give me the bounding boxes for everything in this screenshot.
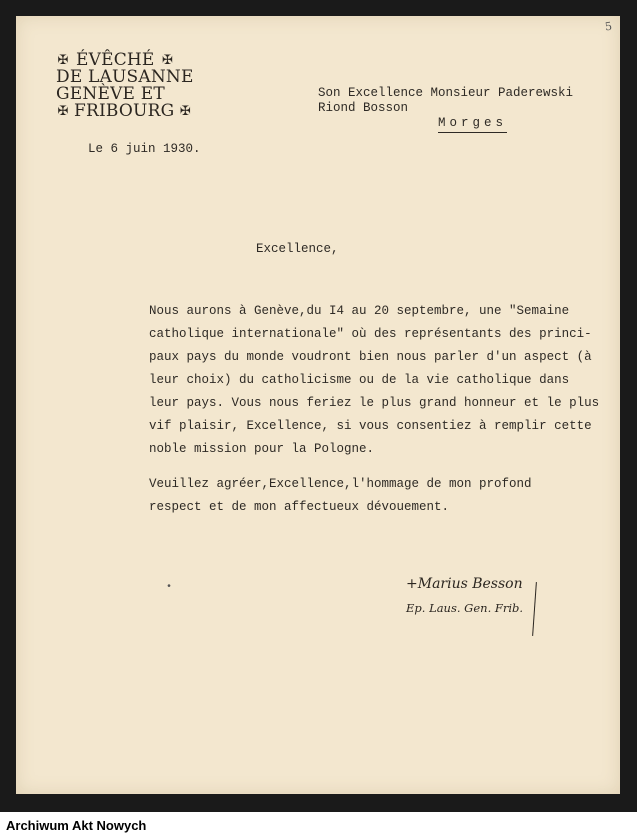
cross-icon: ✠ bbox=[57, 53, 69, 68]
page-number: 5 bbox=[604, 19, 613, 34]
cross-icon: ✠ bbox=[57, 104, 69, 119]
cross-icon: ✠ bbox=[162, 53, 174, 68]
archive-name: Archiwum Akt Nowych bbox=[6, 818, 147, 833]
letterhead-text-2: DE LAUSANNE bbox=[56, 67, 194, 87]
signature-title: Ep. Laus. Gen. Frib. bbox=[406, 601, 524, 615]
letter-body bbox=[149, 300, 609, 519]
cross-icon: ✠ bbox=[179, 104, 191, 119]
letterhead-text-1: ÉVÊCHÉ bbox=[76, 50, 155, 70]
margin-mark: • bbox=[166, 582, 173, 593]
body-paragraph-2: Veuillez agréer,Excellence,l'hommage de mon profond respect et de mon affectueux dévouement. bbox=[149, 477, 532, 514]
letterhead-text-4: FRIBOURG bbox=[74, 101, 175, 121]
archive-footer bbox=[0, 812, 637, 840]
letterhead-text-3: GENÈVE ET bbox=[56, 84, 165, 104]
letter-date: Le 6 juin 1930. bbox=[88, 142, 201, 156]
signature-flourish bbox=[532, 582, 537, 636]
recipient-city: Morges bbox=[438, 116, 507, 133]
letter-page bbox=[16, 16, 620, 794]
body-paragraph-1: Nous aurons à Genève,du I4 au 20 septembre, une "Semaine catholique internationale" où des représentants des princi- paux pays du monde voudront bien nous parler d'un aspect (à leur choix) du catholicisme ou de la vie catholique dans leur pays. Vous nous feriez le plus grand honneur et le plus vif plaisir, Excellence, si vous consentiez à remplir cette noble mission pour la Pologne. bbox=[149, 304, 600, 456]
salutation: Excellence, bbox=[256, 242, 339, 256]
letterhead bbox=[56, 52, 206, 120]
recipient-line-2: Riond Bosson bbox=[318, 101, 409, 115]
recipient-address bbox=[318, 86, 573, 133]
recipient-line-1: Son Excellence Monsieur Paderewski bbox=[318, 86, 574, 100]
letterhead-line-4 bbox=[56, 103, 206, 120]
signature bbox=[406, 572, 523, 620]
signature-name: +Marius Besson bbox=[406, 576, 523, 592]
